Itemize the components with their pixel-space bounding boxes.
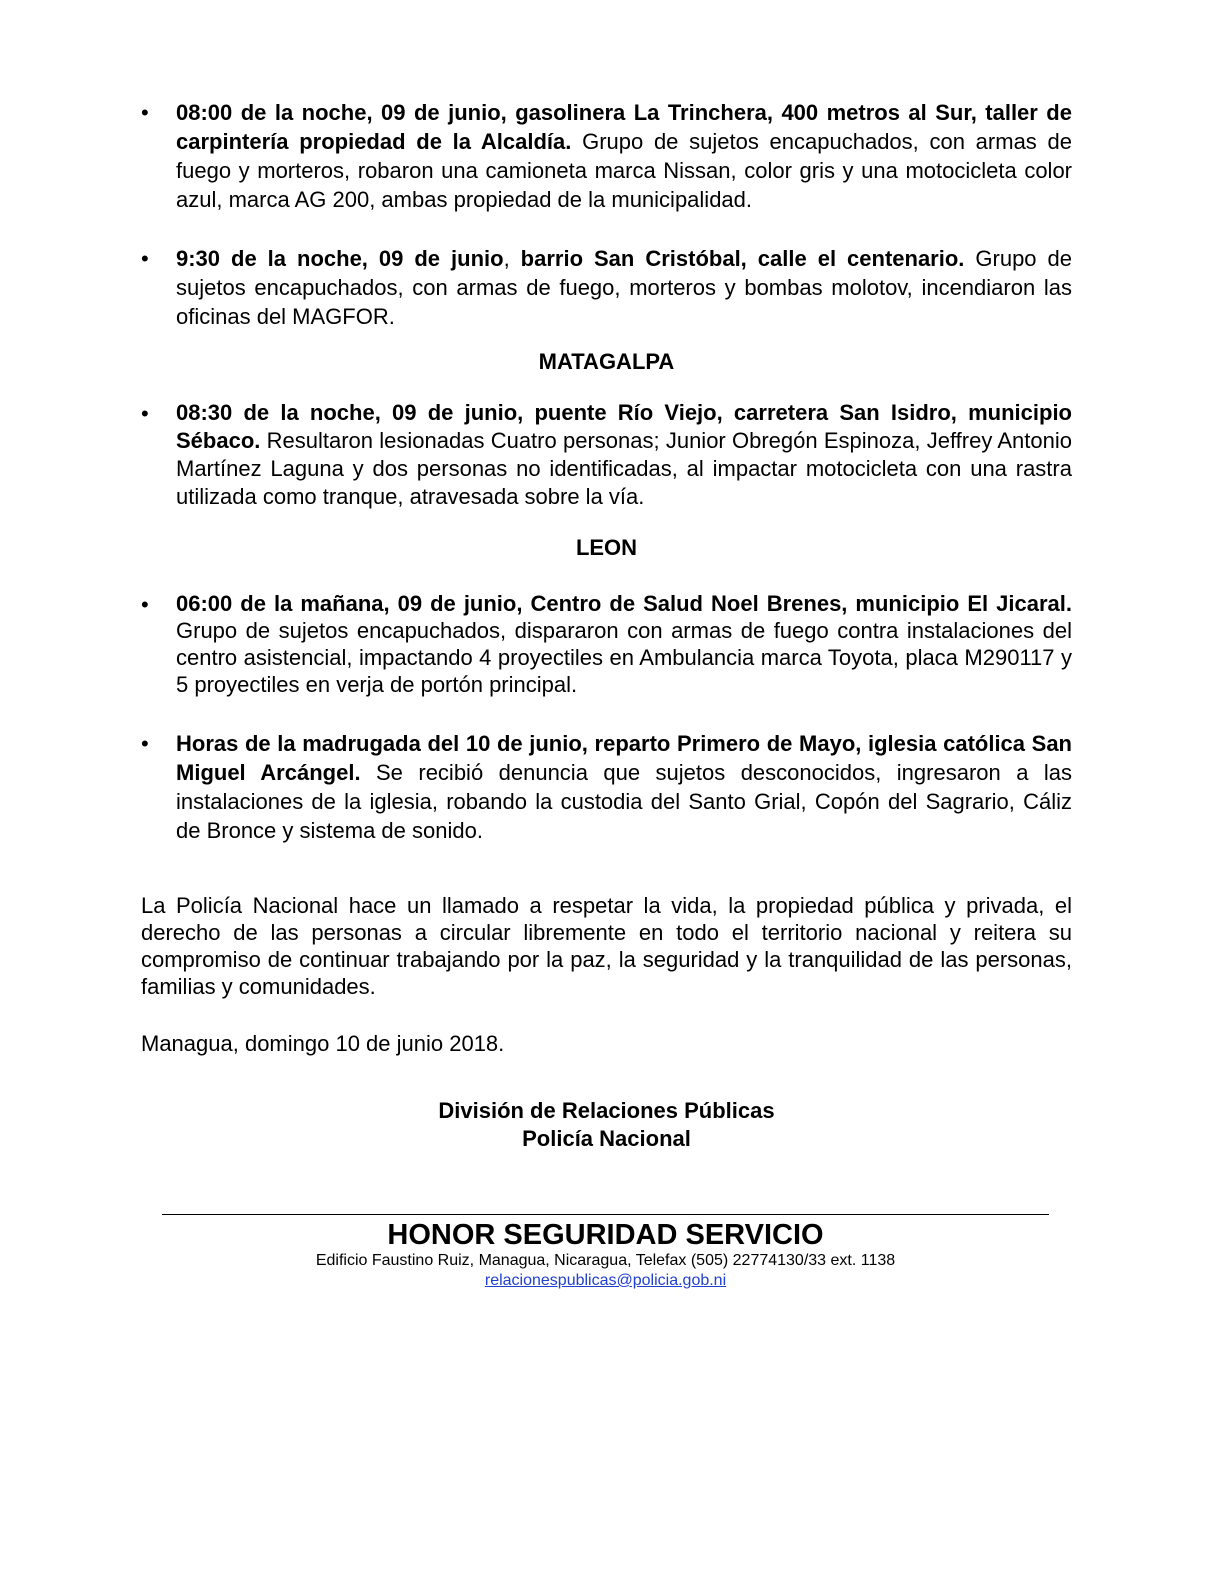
section-heading-matagalpa: MATAGALPA xyxy=(538,349,675,374)
incident-item xyxy=(141,729,1072,845)
footer-motto: HONOR SEGURIDAD SERVICIO xyxy=(387,1219,824,1251)
incident-heading: 08:00 de la noche, 09 de junio, gasolinera La Trinchera, 400 metros al Sur, taller de carpintería propiedad de la Alcaldía. xyxy=(176,100,1072,154)
bullet-icon xyxy=(141,399,149,428)
incident-description: Resultaron lesionadas Cuatro personas; Junior Obregón Espinoza, Jeffrey Antonio Martínez Laguna y dos personas no identificadas, al impactar motocicleta con una rastra utilizada como tranque, atravesada sobre la vía. xyxy=(176,428,1072,509)
incident-item xyxy=(141,98,1072,214)
incident-heading: 08:30 de la noche, 09 de junio, puente Río Viejo, carretera San Isidro, municipio Sébaco. xyxy=(176,400,1072,453)
footer-divider xyxy=(162,1214,1049,1215)
incident-heading: 9:30 de la noche, 09 de junio xyxy=(176,246,504,271)
incident-description: Grupo de sujetos encapuchados, con armas de fuego y morteros, robaron una camioneta marca Nissan, color gris y una motocicleta color azul, marca AG 200, ambas propiedad de la municipalidad. xyxy=(176,129,1072,212)
incident-description: Grupo de sujetos encapuchados, dispararon con armas de fuego contra instalaciones del centro asistencial, impactando 4 proyectiles en Ambulancia marca Toyota, placa M290117 y 5 proyectiles en verja de portón principal. xyxy=(176,618,1072,697)
incident-description: Grupo de sujetos encapuchados, con armas de fuego, morteros y bombas molotov, incendiaron las oficinas del MAGFOR. xyxy=(176,246,1072,329)
page-footer xyxy=(162,1192,1049,1291)
incident-item xyxy=(141,590,1072,698)
footer-email-link[interactable]: relacionespublicas@policia.gob.ni xyxy=(484,1272,727,1289)
closing-paragraph: La Policía Nacional hace un llamado a respetar la vida, la propiedad pública y privada, el derecho de las personas a circular libremente en todo el territorio nacional y reitera su compromiso de continuar trabajando por la paz, la seguridad y la tranquilidad de las personas, familias y comunidades. xyxy=(141,893,1072,999)
bullet-icon xyxy=(141,729,149,758)
signature-division: División de Relaciones Públicas xyxy=(438,1098,775,1123)
incident-description: Se recibió denuncia que sujetos desconocidos, ingresaron a las instalaciones de la iglesia, robando la custodia del Santo Grial, Copón del Sagrario, Cáliz de Bronce y sistema de sonido. xyxy=(176,760,1072,843)
incident-heading: 06:00 de la mañana, 09 de junio, Centro de Salud Noel Brenes, municipio El Jicaral. xyxy=(176,591,1072,616)
incident-separator: , xyxy=(503,246,521,271)
bullet-icon xyxy=(141,98,149,127)
section-heading-leon: LEON xyxy=(575,535,638,560)
incident-heading: Horas de la madrugada del 10 de junio, reparto Primero de Mayo, iglesia católica San Miguel Arcángel. xyxy=(176,731,1072,785)
footer-address: Edificio Faustino Ruiz, Managua, Nicaragua, Telefax (505) 22774130/33 ext. 1138 xyxy=(315,1252,896,1269)
signature-institution: Policía Nacional xyxy=(522,1126,691,1151)
bullet-icon xyxy=(141,590,149,619)
document-body xyxy=(141,98,1072,1153)
incident-heading-location: barrio San Cristóbal, calle el centenario. xyxy=(520,246,965,271)
date-line: Managua, domingo 10 de junio 2018. xyxy=(141,1031,505,1056)
bullet-icon xyxy=(141,244,149,273)
incident-item xyxy=(141,244,1072,331)
incident-item xyxy=(141,399,1072,511)
